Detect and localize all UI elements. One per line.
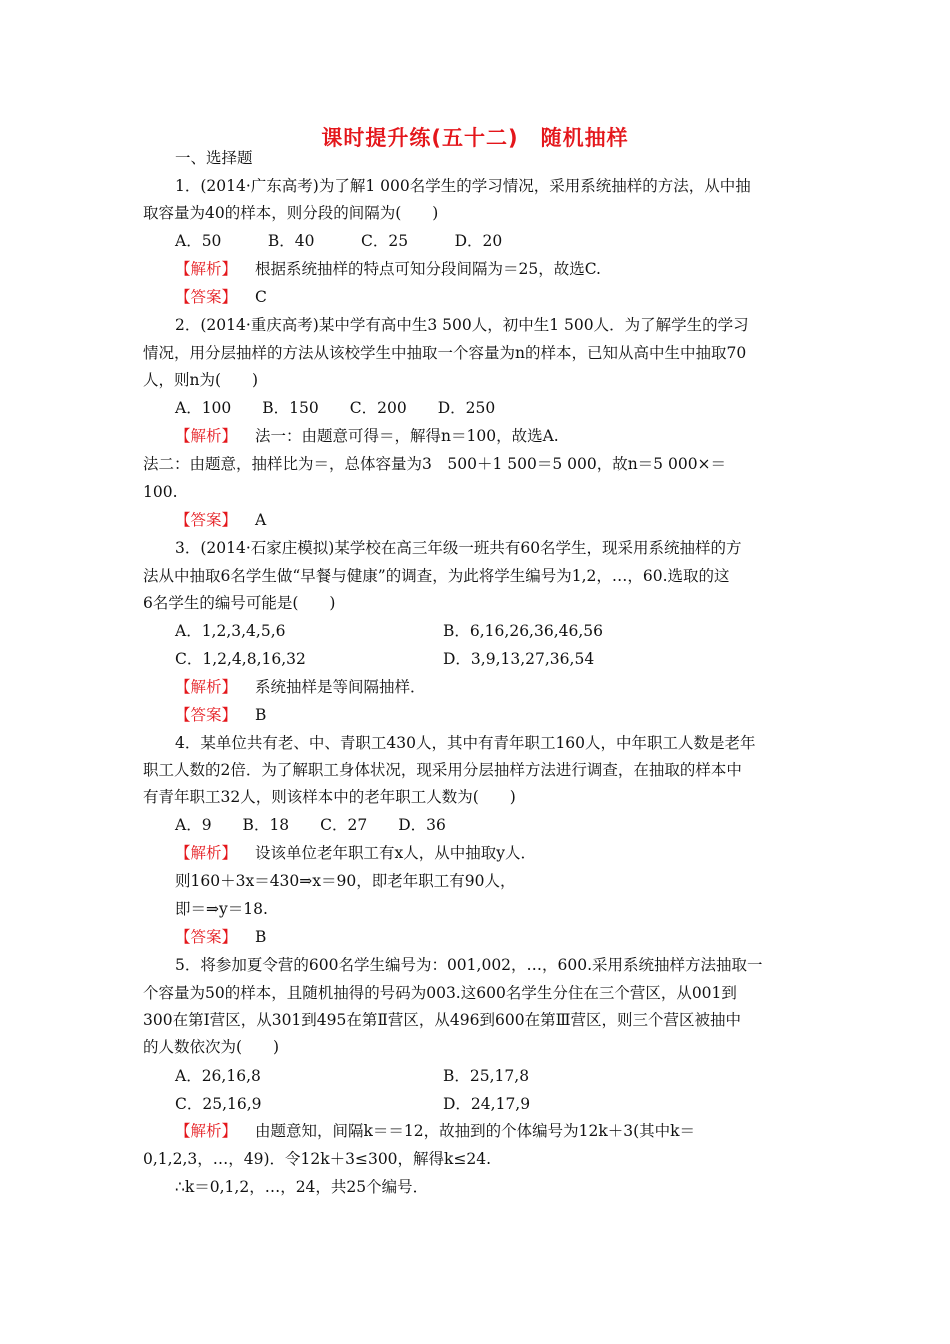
q2-stem-line3: 人，则n为( ) bbox=[143, 371, 259, 389]
q2-analysis bbox=[175, 426, 559, 446]
q5-option-b: B．25,17,8 bbox=[443, 1067, 530, 1085]
page-title: 课时提升练(五十二) 随机抽样 bbox=[321, 126, 629, 150]
q3-option-c: C．1,2,4,8,16,32 bbox=[175, 650, 306, 668]
answer-tag: 【答案】 bbox=[175, 288, 238, 306]
q4-stem-line1: 4．某单位共有老、中、青职工430人，其中有青年职工160人，中年职工人数是老年 bbox=[175, 734, 756, 752]
q5-stem-line3: 300在第Ⅰ营区，从301到495在第Ⅱ营区，从496到600在第Ⅲ营区，则三个营区被抽中 bbox=[143, 1011, 742, 1029]
q3-option-b: B．6,16,26,36,46,56 bbox=[443, 622, 604, 640]
analysis-tag: 【解析】 bbox=[175, 678, 238, 696]
q3-option-a: A．1,2,3,4,5,6 bbox=[175, 622, 286, 640]
q1-options: A．50 B．40 C．25 D．20 bbox=[175, 232, 503, 250]
q4-stem-line3: 有青年职工32人，则该样本中的老年职工人数为( ) bbox=[143, 788, 516, 806]
q2-stem-line2: 情况，用分层抽样的方法从该校学生中抽取一个容量为n的样本，已知从高中生中抽取70 bbox=[143, 344, 747, 362]
q1-answer bbox=[175, 287, 267, 307]
q3-stem-line1: 3．(2014·石家庄模拟)某学校在高三年级一班共有60名学生，现采用系统抽样的方 bbox=[175, 539, 742, 557]
q4-stem-line2: 职工人数的2倍．为了解职工身体状况，现采用分层抽样方法进行调查，在抽取的样本中 bbox=[143, 761, 742, 779]
q2-stem-line1: 2．(2014·重庆高考)某中学有高中生3 500人，初中生1 500人．为了解学生的学习 bbox=[175, 316, 749, 334]
q5-stem-line4: 的人数依次为( ) bbox=[143, 1038, 280, 1056]
q2-options: A．100 B．150 C．200 D．250 bbox=[175, 399, 496, 417]
q4-step1: 则160＋3x＝430⇒x＝90，即老年职工有90人， bbox=[175, 872, 516, 890]
q4-answer-text: B bbox=[255, 928, 267, 946]
answer-tag: 【答案】 bbox=[175, 511, 238, 529]
q3-option-d: D．3,9,13,27,36,54 bbox=[443, 650, 595, 668]
q2-analysis-text: 法一：由题意可得＝，解得n＝100，故选A. bbox=[255, 427, 559, 445]
q2-method2-line1: 法二：由题意，抽样比为＝，总体容量为3 500＋1 500＝5 000，故n＝5 000×＝ bbox=[143, 455, 727, 473]
q3-analysis bbox=[175, 677, 426, 697]
analysis-tag: 【解析】 bbox=[175, 427, 238, 445]
q1-answer-text: C bbox=[255, 288, 267, 306]
q3-analysis-text: 系统抽样是等间隔抽样． bbox=[255, 678, 426, 696]
q1-stem-line1: 1．(2014·广东高考)为了解1 000名学生的学习情况，采用系统抽样的方法，从中抽 bbox=[175, 177, 751, 195]
q4-analysis-text: 设该单位老年职工有x人，从中抽取y人． bbox=[255, 844, 537, 862]
q5-analysis-line2: 0,1,2,3，…，49)．令12k＋3≤300，解得k≤24. bbox=[143, 1150, 492, 1168]
q5-option-c: C．25,16,9 bbox=[175, 1095, 262, 1113]
q3-stem-line3: 6名学生的编号可能是( ) bbox=[143, 594, 336, 612]
q5-analysis-text: 由题意知，间隔k＝＝12，故抽到的个体编号为12k＋3(其中k＝ bbox=[255, 1122, 696, 1140]
q5-stem-line1: 5．将参加夏令营的600名学生编号为：001,002，…，600.采用系统抽样方法抽取一 bbox=[175, 956, 763, 974]
q5-option-d: D．24,17,9 bbox=[443, 1095, 531, 1113]
q4-analysis bbox=[175, 843, 536, 863]
q5-conclusion: ∴k＝0,1,2，…，24，共25个编号． bbox=[175, 1178, 429, 1196]
q1-analysis-text: 根据系统抽样的特点可知分段间隔为＝25，故选C. bbox=[255, 260, 601, 278]
answer-tag: 【答案】 bbox=[175, 928, 238, 946]
analysis-tag: 【解析】 bbox=[175, 260, 238, 278]
q2-method2-line2: 100. bbox=[143, 483, 178, 501]
q1-stem-line2: 取容量为40的样本，则分段的间隔为( ) bbox=[143, 204, 439, 222]
q2-answer bbox=[175, 510, 266, 530]
q5-option-a: A．26,16,8 bbox=[175, 1067, 261, 1085]
q4-answer bbox=[175, 927, 266, 947]
q3-stem-line2: 法从中抽取6名学生做“早餐与健康”的调查，为此将学生编号为1,2，…，60.选取的这 bbox=[143, 567, 730, 585]
analysis-tag: 【解析】 bbox=[175, 1122, 238, 1140]
q3-answer bbox=[175, 705, 266, 725]
q3-answer-text: B bbox=[255, 706, 267, 724]
q1-analysis bbox=[175, 259, 601, 279]
analysis-tag: 【解析】 bbox=[175, 844, 238, 862]
q5-analysis bbox=[175, 1121, 695, 1141]
section-heading: 一、选择题 bbox=[175, 149, 253, 167]
q4-step2: 即＝⇒y＝18. bbox=[175, 900, 268, 918]
q5-stem-line2: 个容量为50的样本，且随机抽得的号码为003.这600名学生分住在三个营区，从001到 bbox=[143, 984, 737, 1002]
q4-options: A．9 B．18 C．27 D．36 bbox=[175, 816, 446, 834]
answer-tag: 【答案】 bbox=[175, 706, 238, 724]
q2-answer-text: A bbox=[255, 511, 267, 529]
